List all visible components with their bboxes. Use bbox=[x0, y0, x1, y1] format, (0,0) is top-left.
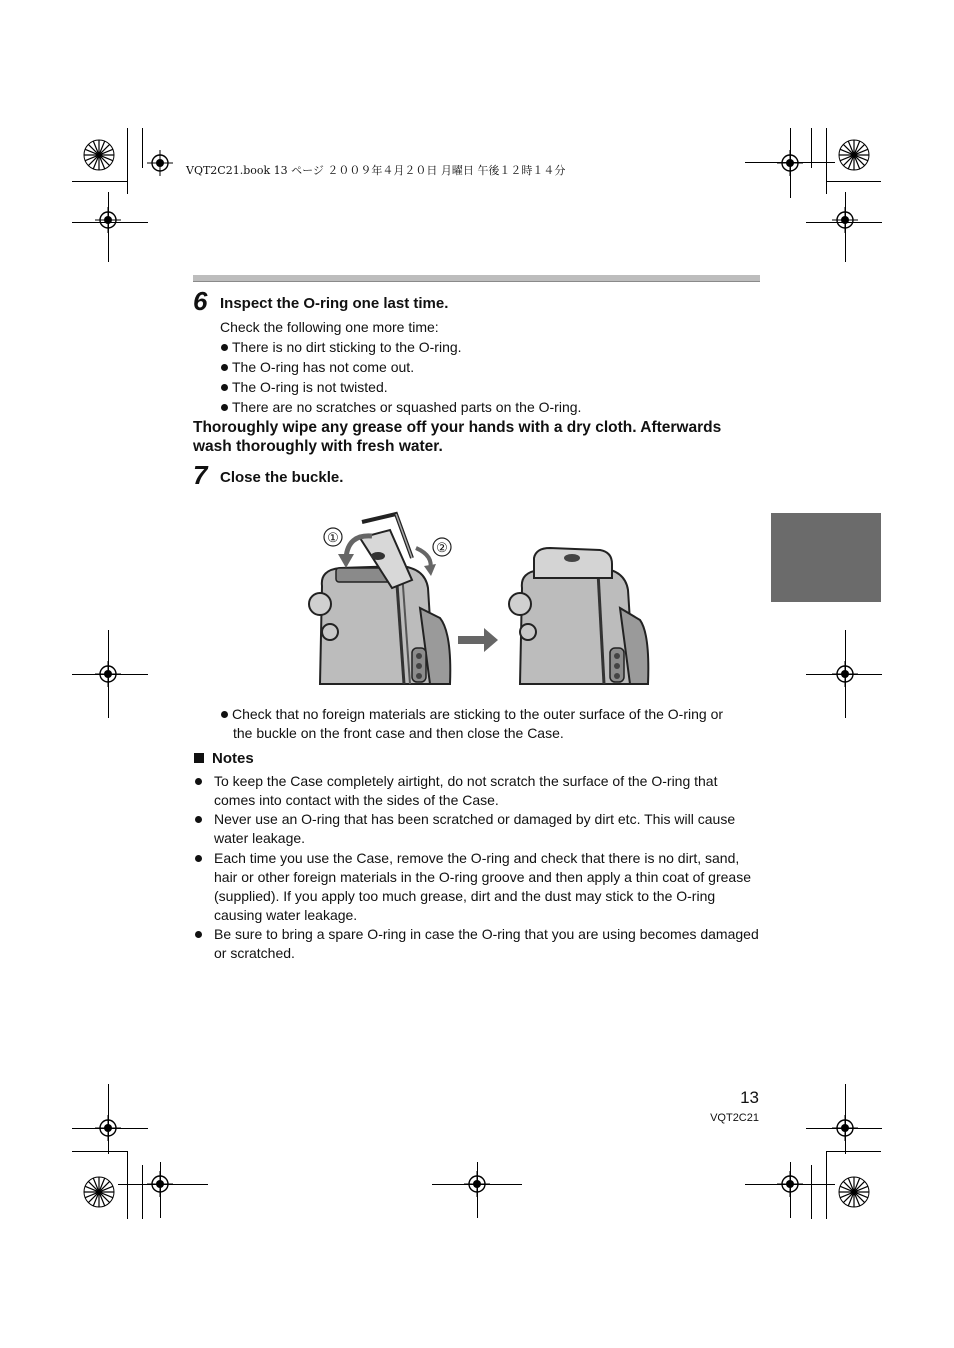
step-6-intro: Check the following one more time: bbox=[220, 319, 439, 335]
list-item: Check that no foreign materials are sticking to the outer surface of the O-ring or bbox=[221, 704, 723, 724]
list-item: The O-ring is not twisted. bbox=[221, 377, 388, 397]
note-item: To keep the Case completely airtight, do not scratch the surface of the O-ring that comes into contact with the sides of the Case. bbox=[214, 772, 762, 810]
grease-warning: Thoroughly wipe any grease off your hands with a dry cloth. Afterwards wash thoroughly with fresh water. bbox=[193, 419, 722, 455]
step-7-title: Close the buckle. bbox=[220, 469, 344, 486]
case-closed-buckle-illustration bbox=[509, 548, 648, 684]
model-code: VQT2C21 bbox=[710, 1112, 759, 1124]
list-item: There are no scratches or squashed parts on the O-ring. bbox=[221, 397, 581, 417]
callout-2: ② bbox=[436, 540, 448, 555]
step-6-title: Inspect the O-ring one last time. bbox=[220, 295, 449, 312]
page-number: 13 bbox=[740, 1088, 759, 1107]
notes-heading: Notes bbox=[194, 750, 254, 767]
case-open-buckle-illustration bbox=[309, 514, 451, 684]
note-item: Each time you use the Case, remove the O-ring and check that there is no dirt, sand, hair or other foreign materials in the O-ring groove and then apply a thin coat of grease (supplied). If you apply too much grease, dirt and the dust may stick to the O-ring causing water leakage. bbox=[214, 849, 762, 925]
section-rule-shadow bbox=[193, 281, 760, 282]
buckle-closing-illustration bbox=[300, 508, 660, 686]
list-item-continuation: the buckle on the front case and then close the Case. bbox=[233, 725, 564, 741]
step-6-number: 6 bbox=[193, 286, 208, 316]
step-7-number: 7 bbox=[193, 460, 208, 490]
square-bullet-icon bbox=[194, 753, 204, 763]
callout-1: ① bbox=[327, 530, 339, 545]
note-item: Be sure to bring a spare O-ring in case the O-ring that you are using becomes damaged or scratched. bbox=[214, 925, 762, 963]
list-item: There is no dirt sticking to the O-ring. bbox=[221, 337, 462, 357]
chapter-tab bbox=[771, 513, 881, 602]
list-item: The O-ring has not come out. bbox=[221, 357, 414, 377]
note-item: Never use an O-ring that has been scratched or damaged by dirt etc. This will cause water leakage. bbox=[214, 810, 762, 848]
right-arrow-icon bbox=[458, 628, 498, 652]
print-header: VQT2C21.book 13 ページ ２００９年４月２０日 月曜日 午後１２時１４分 bbox=[186, 164, 566, 177]
